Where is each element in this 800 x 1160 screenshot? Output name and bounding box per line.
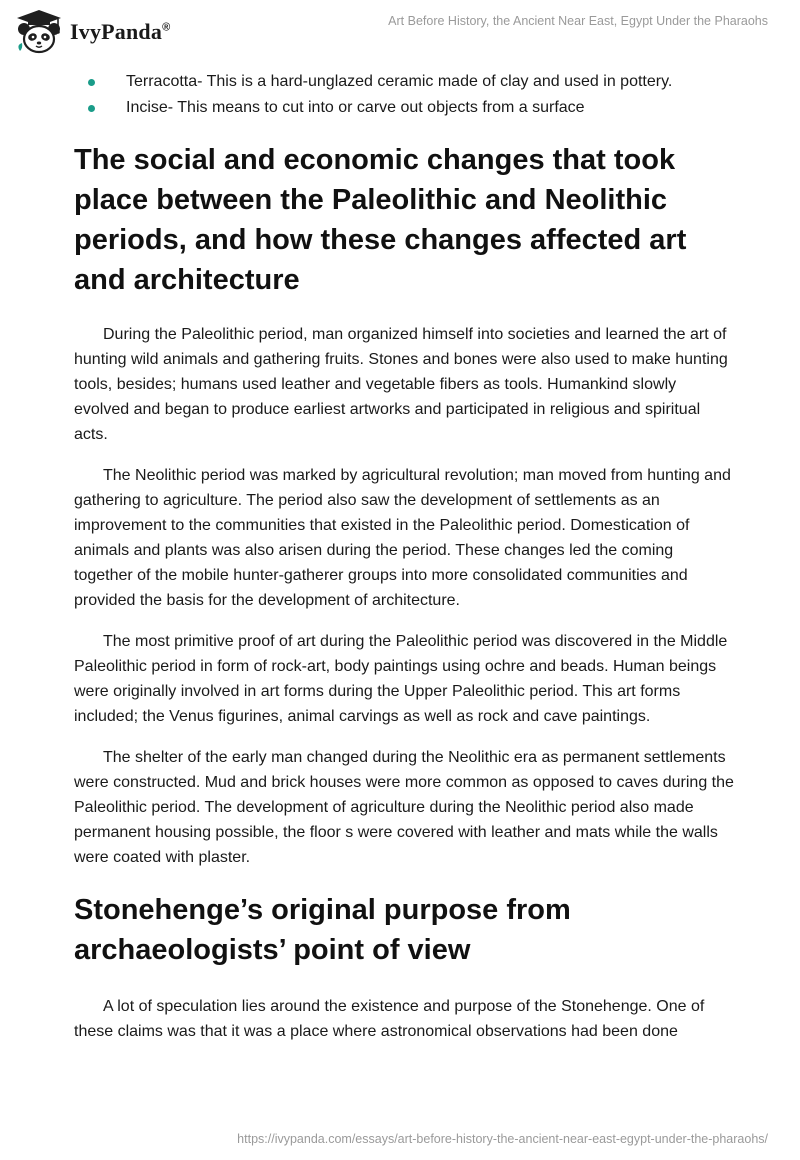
paragraph: The most primitive proof of art during the Paleolithic period was discovered in the Middle Paleolithic period in form of rock-art, body paintings using ochre and beads. Human beings were originally involved in art forms during the Upper Paleolithic period. This art forms included; the Venus figurines, animal carvings as well as rock and cave paintings. — [74, 633, 728, 725]
source-url[interactable]: https://ivypanda.com/essays/art-before-history-the-ancient-near-east-egypt-under-the-pharaohs/ — [237, 1132, 768, 1146]
registered-mark: ® — [162, 21, 171, 34]
bullet-icon — [88, 79, 95, 86]
brand-name: IvyPanda® — [70, 19, 171, 44]
document-title: Art Before History, the Ancient Near East, Egypt Under the Pharaohs — [388, 14, 768, 28]
definition-list — [74, 70, 734, 120]
paragraph: The shelter of the early man changed during the Neolithic era as permanent settlements were constructed. Mud and brick houses were more common as opposed to caves during the Paleolithic period. The development of agriculture during the Neolithic period also made permanent housing possible, the floor s were covered with leather and mats while the walls were coated with plaster. — [74, 749, 734, 866]
list-item-text: Incise- This means to cut into or carve out objects from a surface — [126, 99, 585, 116]
panda-graduate-icon — [14, 7, 64, 57]
bullet-icon — [88, 105, 95, 112]
section-heading-stonehenge: Stonehenge’s original purpose from archaeologists’ point of view — [74, 894, 571, 966]
brand-logo[interactable] — [14, 7, 170, 57]
paragraph: The Neolithic period was marked by agricultural revolution; man moved from hunting and gathering to agriculture. The period also saw the development of settlements as an improvement to the communities that existed in the Paleolithic period. Domestication of animals and plants was also arisen during the period. These changes led the coming together of the mobile hunter-gatherer groups into more consolidated communities and provided the basis for the development of architecture. — [74, 467, 731, 609]
list-item — [74, 96, 734, 120]
paragraph: A lot of speculation lies around the existence and purpose of the Stonehenge. One of these claims was that it was a place where astronomical observations had been done — [74, 998, 705, 1040]
section-heading-social-changes: The social and economic changes that took place between the Paleolithic and Neolithic periods, and how these changes affected art and architecture — [74, 144, 687, 296]
list-item — [74, 70, 734, 94]
list-item-text: Terracotta- This is a hard-unglazed ceramic made of clay and used in pottery. — [126, 73, 673, 90]
page-header — [0, 0, 800, 70]
paragraph: During the Paleolithic period, man organized himself into societies and learned the art of hunting wild animals and gathering fruits. Stones and bones were also used to make hunting tools, besides; humans used leather and vegetable fibers as tools. Humankind slowly evolved and began to produce earliest artworks and participated in religious and spiritual acts. — [74, 326, 728, 443]
essay-content — [74, 70, 734, 1044]
